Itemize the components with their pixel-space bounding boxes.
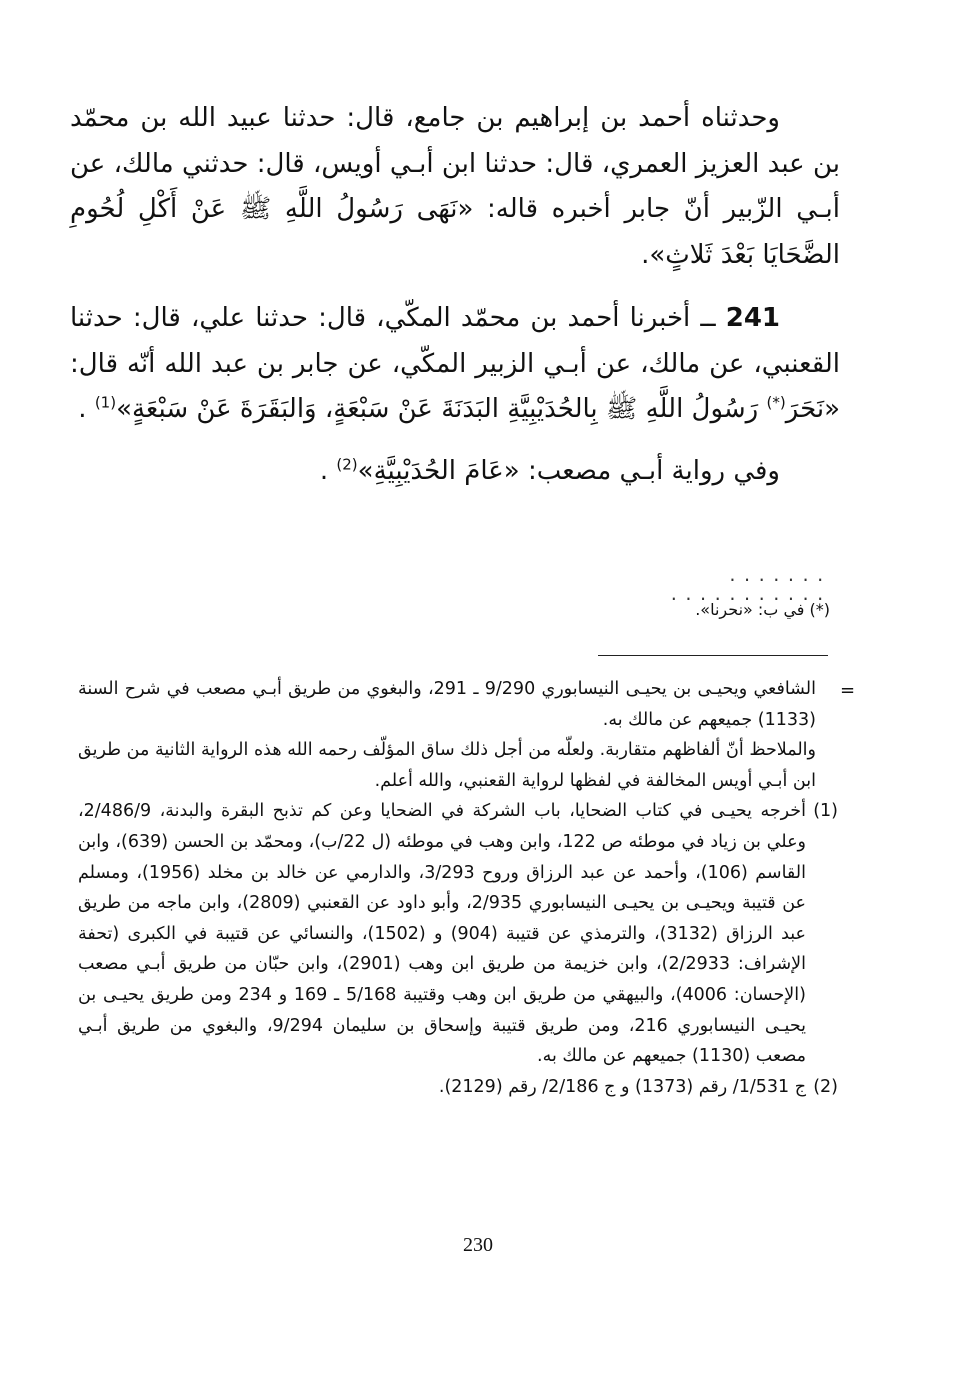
star-marker: (*) — [766, 393, 786, 412]
footnote-ref-2: (2) — [336, 454, 358, 473]
separator-dots: ....... ........... — [669, 566, 830, 604]
paragraph-3-text: وفي رواية أبـي مصعب: «عَامَ الحُدَيْبِيَّةِ» — [357, 455, 780, 486]
footnote-1 — [78, 796, 838, 1071]
page-number: 230 — [463, 1234, 493, 1256]
footnote-2-mark: (2) — [813, 1076, 838, 1097]
paragraph-3 — [70, 449, 840, 495]
paragraph-241 — [70, 296, 840, 433]
paragraph-241-text: ــ أخبرنا أحمد بن محمّد المكّي، قال: حدثنا علي، قال: حدثنا القعنبي، عن مالك، عن أبـي الزبير المكّي، عن جابر بن عبد الله أنّه قال: «نَحَرَ — [70, 303, 840, 424]
footnotes — [78, 674, 838, 1102]
paragraph-3-end: . — [319, 455, 329, 486]
continuation-mark: = — [840, 680, 856, 701]
paragraph-241-rest: رَسُولُ اللَّهِ ﷺ بِالحُدَيْبِيَّةِ البَدَنَةَ عَنْ سَبْعَةٍ، وَالبَقَرَةَ عَنْ سَبْعَةٍ» — [116, 394, 759, 424]
paragraph-1: وحدثناه أحمد بن إبراهيم بن جامع، قال: حدثنا عبيد الله بن محمّد بن عبد العزيز العمري، قال: حدثنا ابن أبـي أويس، قال: حدثني مالك، عن أبـي الزّبير أنّ جابر أخبره قاله: «نَهَى رَسُولُ اللَّهِ ﷺ عَنْ أَكْلِ لُحُومِ الضَّحَايَا بَعْدَ ثَلاثٍ». — [70, 103, 840, 270]
main-text — [70, 96, 840, 494]
hadith-number: 241 — [725, 303, 781, 333]
continued-note: الشافعي ويحيـى بن يحيـى النيسابوري 9/290 ـ 291، والبغوي من طريق أبـي مصعب في شرح السنة (1133) جميعهم عن مالك به. — [78, 679, 816, 730]
footnote-1-mark: (1) — [813, 801, 838, 822]
paragraph-241-end: . — [78, 394, 87, 424]
footnote-ref-1: (1) — [94, 393, 117, 412]
note-remark: والملاحظ أنّ ألفاظهم متقاربة. ولعلّه من أجل ذلك ساق المؤلّف رحمه الله هذه الرواية الثانية من طريق ابن أبـي أويس المخالفة في لفظها لرواية القعنبي، والله أعلم. — [78, 740, 816, 791]
footnote-2-text: ج 1/531/ رقم (1373) و ج 2/186/ رقم (2129). — [438, 1076, 806, 1097]
footnote-divider — [598, 655, 828, 656]
footnote-2 — [78, 1072, 838, 1103]
footnote-1-text: أخرجه يحيـى في كتاب الضحايا، باب الشركة في الضحايا وعن كم تذبح البقرة والبدنة، 2/486/9، وعلي بن زياد في موطئه ص 122، وابن وهب في موطئه (ل 22/ب)، ومحمّد بن الحسن (639)، وابن القاسم (106)، وأحمد عن عبد الرزاق وروح 3/293، والدارمي عن خالد بن مخلد (1956)، ومسلم عن قتيبة ويحيـى بن يحيـى النيسابوري 2/935، وأبو داود عن القعنبي (2809)، وابن ماجه من طريق عبد الرزاق (3132)، والترمذي عن قتيبة (904) و (1502)، والنسائي عن قتيبة في الكبرى (تحفة الإشراف: 2/2933)، وابن خزيمة من طريق ابن وهب (2901)، وابن حبّان من طريق أبـي مصعب (الإحسان: 4006)، والبيهقي من طريق ابن وهب وقتيبة 5/168 ـ 169 و 234 ومن طريق يحيـى بن يحيـى النيسابوري 216، ومن طريق قتيبة وإسحاق بن سليمان 9/294، والبغوي من طريق أبـي مصعب (1130) جميعهم عن مالك به. — [78, 801, 806, 1067]
star-footnote: (*) في ب: «نحرنا». — [695, 600, 830, 619]
